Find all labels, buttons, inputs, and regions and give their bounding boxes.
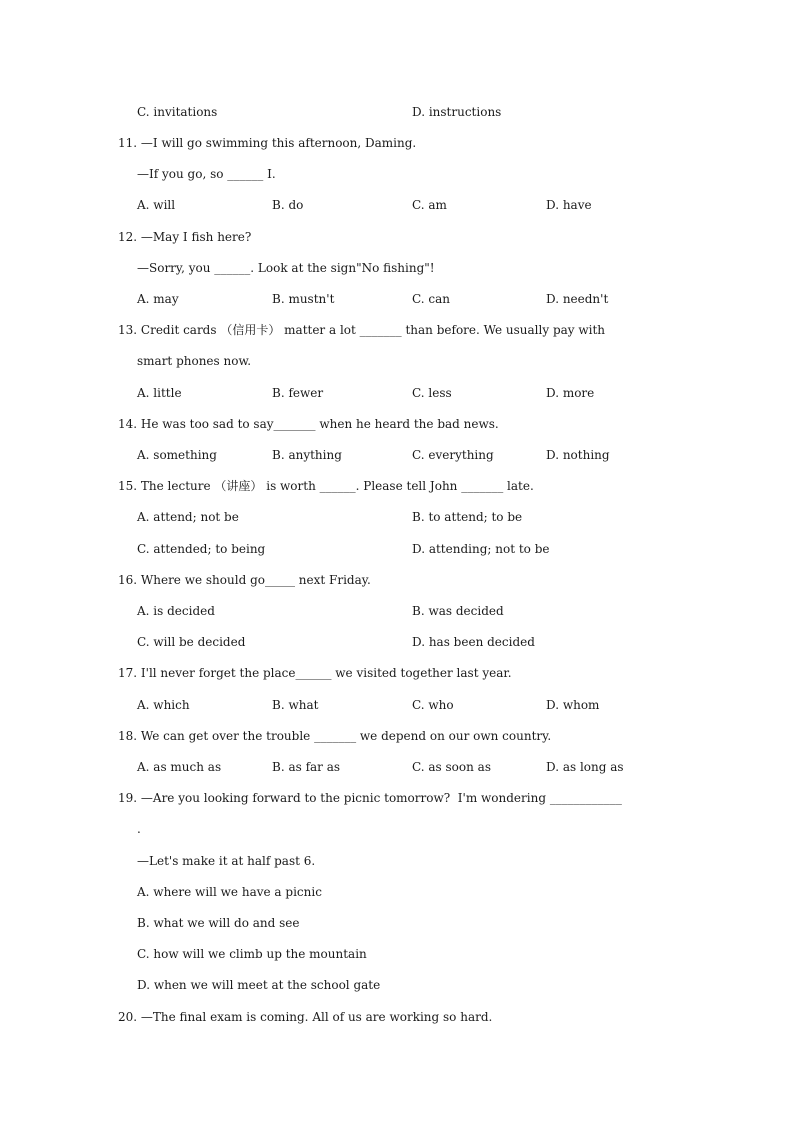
q12-option-c: C. can xyxy=(412,292,450,306)
q13-stem-continued: smart phones now. xyxy=(137,354,252,368)
q13-stem: 13. Credit cards （信用卡） matter a lot _______ than before. We usually pay with xyxy=(118,323,606,337)
q19-option-c: C. how will we climb up the mountain xyxy=(137,947,367,961)
q16-option-a: A. is decided xyxy=(137,604,215,618)
q19-option-d: D. when we will meet at the school gate xyxy=(137,978,381,992)
q14-option-b: B. anything xyxy=(272,448,342,462)
q15-option-c: C. attended; to being xyxy=(137,542,266,556)
q13-option-c: C. less xyxy=(412,386,452,400)
q15-option-d: D. attending; not to be xyxy=(412,542,550,556)
q17-option-a: A. which xyxy=(137,698,190,712)
q16-stem: 16. Where we should go_____ next Friday. xyxy=(118,573,371,587)
q13-option-a: A. little xyxy=(137,386,182,400)
q15-stem: 15. The lecture （讲座） is worth ______. Please tell John _______ late. xyxy=(118,479,534,493)
q18-option-d: D. as long as xyxy=(546,760,624,774)
q17-stem: 17. I'll never forget the place______ we visited together last year. xyxy=(118,666,512,680)
q12-reply: —Sorry, you ______. Look at the sign"No fishing"! xyxy=(137,261,435,275)
q12-option-b: B. mustn't xyxy=(272,292,335,306)
q17-option-c: C. who xyxy=(412,698,454,712)
q20-stem: 20. —The final exam is coming. All of us are working so hard. xyxy=(118,1010,493,1024)
q11-option-a: A. will xyxy=(137,198,176,212)
q11-option-c: C. am xyxy=(412,198,447,212)
q16-option-d: D. has been decided xyxy=(412,635,535,649)
q14-stem: 14. He was too sad to say_______ when he heard the bad news. xyxy=(118,417,499,431)
q12-option-a: A. may xyxy=(137,292,179,306)
q19-stem: 19. —Are you looking forward to the picnic tomorrow? I'm wondering ____________ xyxy=(118,791,622,805)
q17-option-b: B. what xyxy=(272,698,319,712)
q10-option-d: D. instructions xyxy=(412,105,502,119)
q12-stem: 12. —May I fish here? xyxy=(118,230,252,244)
q11-reply: —If you go, so ______ I. xyxy=(137,167,276,181)
q18-option-a: A. as much as xyxy=(137,760,222,774)
q13-option-d: D. more xyxy=(546,386,595,400)
q12-option-d: D. needn't xyxy=(546,292,609,306)
q18-stem: 18. We can get over the trouble _______ we depend on our own country. xyxy=(118,729,552,743)
q13-option-b: B. fewer xyxy=(272,386,324,400)
q19-reply: —Let's make it at half past 6. xyxy=(137,854,316,868)
q17-option-d: D. whom xyxy=(546,698,600,712)
q19-stem-continued: . xyxy=(137,822,141,836)
q11-option-d: D. have xyxy=(546,198,592,212)
q14-option-c: C. everything xyxy=(412,448,494,462)
q18-option-c: C. as soon as xyxy=(412,760,491,774)
q19-option-a: A. where will we have a picnic xyxy=(137,885,322,899)
q16-option-c: C. will be decided xyxy=(137,635,246,649)
q18-option-b: B. as far as xyxy=(272,760,341,774)
q15-option-b: B. to attend; to be xyxy=(412,510,523,524)
q16-option-b: B. was decided xyxy=(412,604,504,618)
q11-option-b: B. do xyxy=(272,198,304,212)
q15-option-a: A. attend; not be xyxy=(137,510,239,524)
q11-stem: 11. —I will go swimming this afternoon, Daming. xyxy=(118,136,417,150)
q14-option-d: D. nothing xyxy=(546,448,610,462)
q10-option-c: C. invitations xyxy=(137,105,218,119)
q19-option-b: B. what we will do and see xyxy=(137,916,300,930)
q14-option-a: A. something xyxy=(137,448,217,462)
